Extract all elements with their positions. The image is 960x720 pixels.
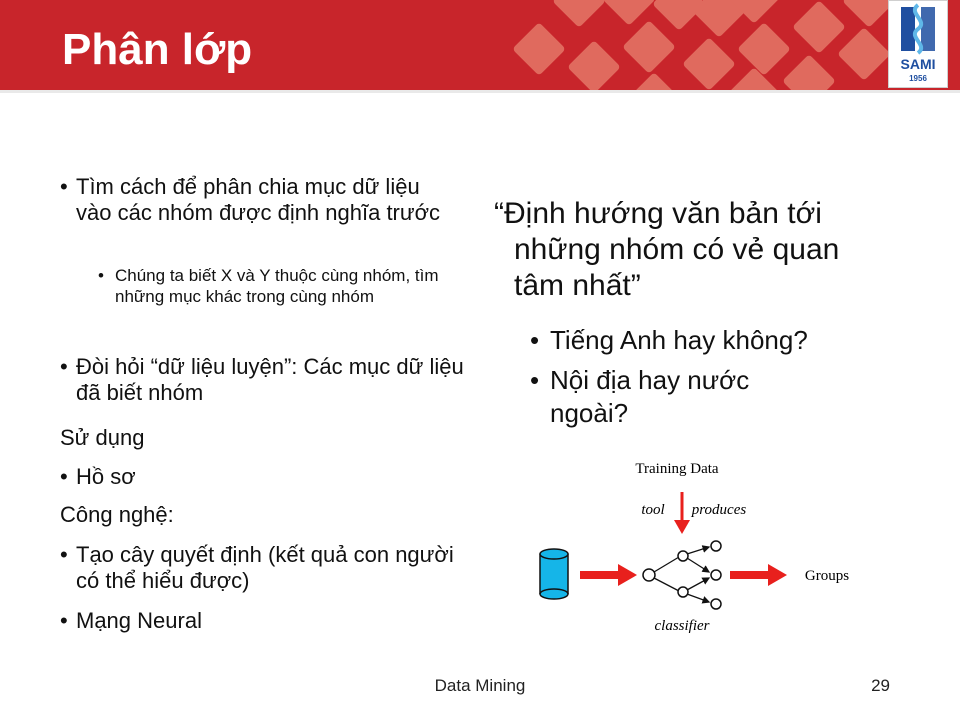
list-item: Hồ sơ xyxy=(76,464,136,489)
tool-label: tool xyxy=(641,502,665,518)
header-divider xyxy=(0,90,960,93)
groups-label: Groups xyxy=(804,568,850,584)
header-pattern-diamond xyxy=(782,54,836,90)
input-arrow-icon xyxy=(580,564,637,586)
footer-title: Data Mining xyxy=(434,676,526,695)
list-item: Đòi hỏi “dữ liệu luyện”: Các mục dữ liệu đã biết nhóm xyxy=(76,354,464,405)
logo-year: 1956 xyxy=(909,74,927,83)
database-icon xyxy=(540,549,568,599)
training-arrow-icon xyxy=(674,492,690,534)
bullet-glyph: • xyxy=(530,325,540,355)
header-pattern-diamond xyxy=(682,37,736,90)
tree-leaf-node xyxy=(711,599,721,609)
bullet-glyph: • xyxy=(60,542,68,567)
tree-leaf-node xyxy=(711,570,721,580)
tree-nodes xyxy=(643,541,721,609)
header-pattern-diamond xyxy=(627,72,681,90)
bullet-glyph: • xyxy=(530,365,540,395)
header-pattern-diamond xyxy=(737,22,791,76)
section-label: Công nghệ: xyxy=(60,502,174,527)
classifier-label: classifier xyxy=(654,618,710,634)
logo-text: SAMI xyxy=(900,56,936,72)
tree-node xyxy=(678,551,688,561)
list-item: Mạng Neural xyxy=(76,608,202,633)
bullet-glyph: • xyxy=(98,266,104,285)
bullet-glyph: • xyxy=(60,354,68,379)
header-pattern-diamond xyxy=(552,0,606,28)
list-item: Tìm cách để phân chia mục dữ liệu vào các nhóm được định nghĩa trước xyxy=(76,174,441,225)
header-pattern-diamond xyxy=(512,22,566,76)
output-arrow-icon xyxy=(730,564,787,586)
tree-node xyxy=(678,587,688,597)
bullet-glyph: • xyxy=(60,174,68,199)
header-pattern-diamond xyxy=(727,67,781,90)
classification-diagram xyxy=(525,450,875,640)
bullet-glyph: • xyxy=(60,464,68,489)
tree-leaf-node xyxy=(711,541,721,551)
header-pattern-diamond xyxy=(622,20,676,74)
sami-emblem-icon xyxy=(889,1,947,57)
tree-root-node xyxy=(643,569,655,581)
bullet-glyph: • xyxy=(60,608,68,633)
header-pattern-diamond xyxy=(567,40,621,90)
list-item: Tiếng Anh hay không? xyxy=(550,325,808,355)
quote-heading: “Định hướng văn bản tới những nhóm có vẻ quan tâm nhất” xyxy=(494,197,840,302)
slide-title: Phân lớp xyxy=(62,25,253,74)
training-data-label: Training Data xyxy=(635,461,719,477)
list-item: Chúng ta biết X và Y thuộc cùng nhóm, tìm những mục khác trong cùng nhóm xyxy=(115,266,439,306)
header-pattern-diamond xyxy=(792,0,846,54)
produces-label: produces xyxy=(691,502,747,518)
section-label: Sử dụng xyxy=(60,425,145,450)
list-item: Nội địa hay nước ngoài? xyxy=(550,365,750,428)
sami-logo xyxy=(888,0,948,88)
list-item: Tạo cây quyết định (kết quả con người có thể hiểu được) xyxy=(76,542,454,593)
page-number: 29 xyxy=(871,676,890,695)
header-pattern-diamond xyxy=(837,27,891,81)
